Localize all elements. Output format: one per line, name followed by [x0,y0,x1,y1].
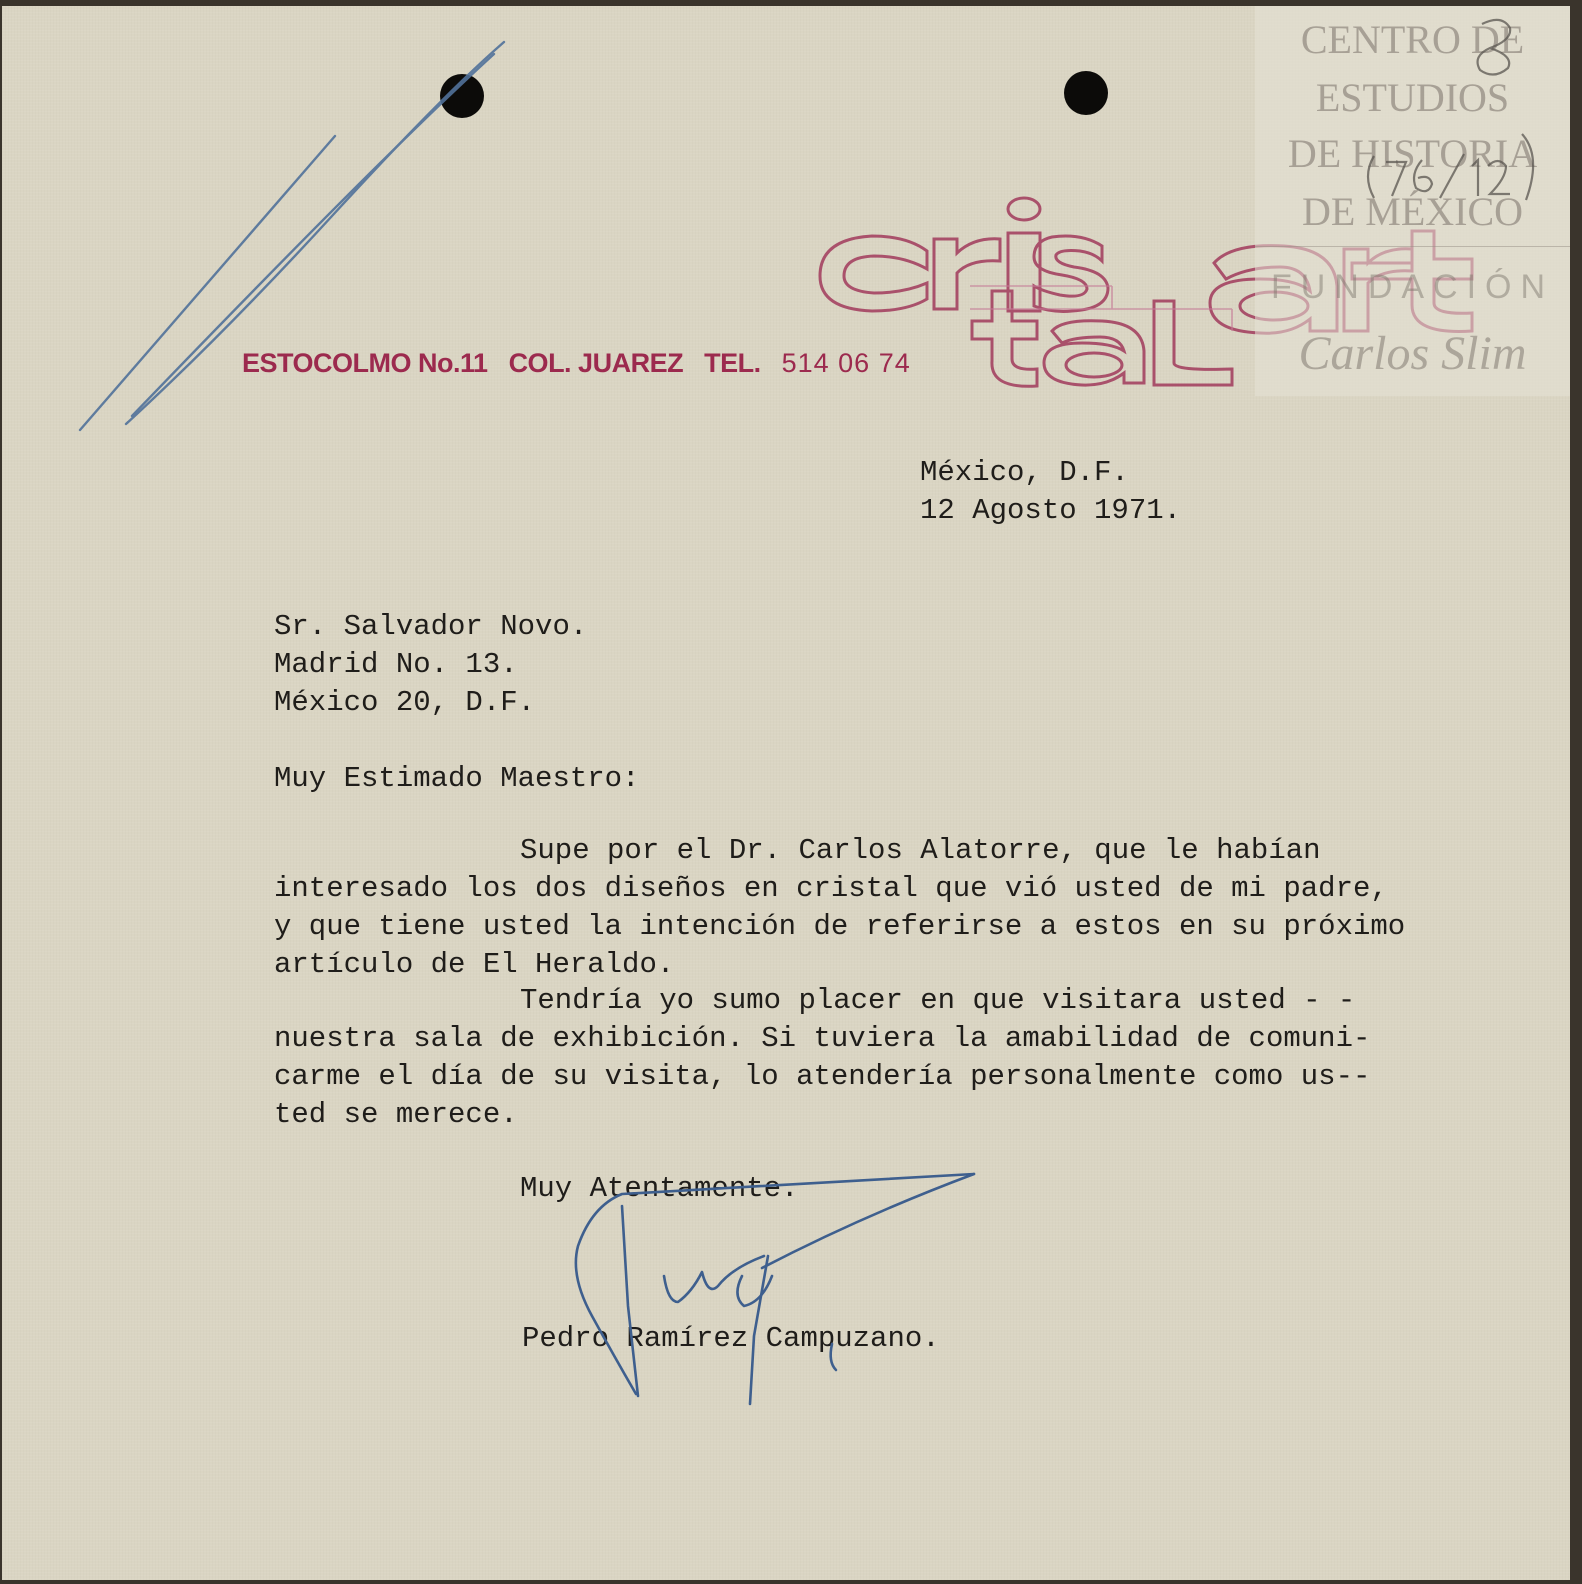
letter-place: México, D.F. [920,456,1129,489]
stamp-carlos-slim: Carlos Slim [1298,327,1527,380]
signatory-name: Pedro Ramírez Campuzano. [522,1322,940,1355]
stamp-line-4: DE MÉXICO [1301,189,1524,234]
stamp-line-2: ESTUDIOS [1315,75,1510,120]
letterhead-tel-label: TEL. [704,348,761,378]
paragraph-2-line: ted se merece. [274,1098,518,1131]
paragraph-2-line: Tendría yo sumo placer en que visitara usted - - [520,984,1356,1017]
punch-hole-right [1064,71,1108,115]
letter-date: 12 Agosto 1971. [920,494,1182,527]
recipient-name: Sr. Salvador Novo. [274,610,588,643]
recipient-city: México 20, D.F. [274,686,536,719]
punch-hole-left [440,74,484,118]
stamp-line-1: CENTRO DE [1300,17,1525,62]
paragraph-1-line: Supe por el Dr. Carlos Alatorre, que le habían [520,834,1321,867]
paragraph-1-line: y que tiene usted la intención de referirse a estos en su próximo [274,910,1406,943]
paragraph-2-line: nuestra sala de exhibición. Si tuviera la amabilidad de comuni- [274,1022,1371,1055]
archive-stamp [1255,6,1570,396]
letterhead-street: ESTOCOLMO No.11 [242,348,488,378]
paragraph-1 [274,832,1405,984]
recipient-street: Madrid No. 13. [274,648,518,681]
paragraph-1-line: artículo de El Heraldo. [274,948,675,981]
salutation: Muy Estimado Maestro: [274,762,640,795]
stamp-line-3: DE HISTORIA [1287,131,1538,176]
letterhead-colonia: COL. JUAREZ [508,348,684,378]
stamp-separator [1255,246,1570,247]
letter-page [2,6,1570,1580]
letterhead-tel-number: 514 06 74 [781,348,911,378]
closing: Muy Atentamente. [520,1172,799,1205]
paragraph-1-line: interesado los dos diseños en cristal que vió usted de mi padre, [274,872,1388,905]
paragraph-2 [274,982,1370,1134]
paragraph-2-line: carme el día de su visita, lo atendería personalmente como us-- [274,1060,1371,1093]
stamp-fundacion: FUNDACIÓN [1270,268,1555,306]
